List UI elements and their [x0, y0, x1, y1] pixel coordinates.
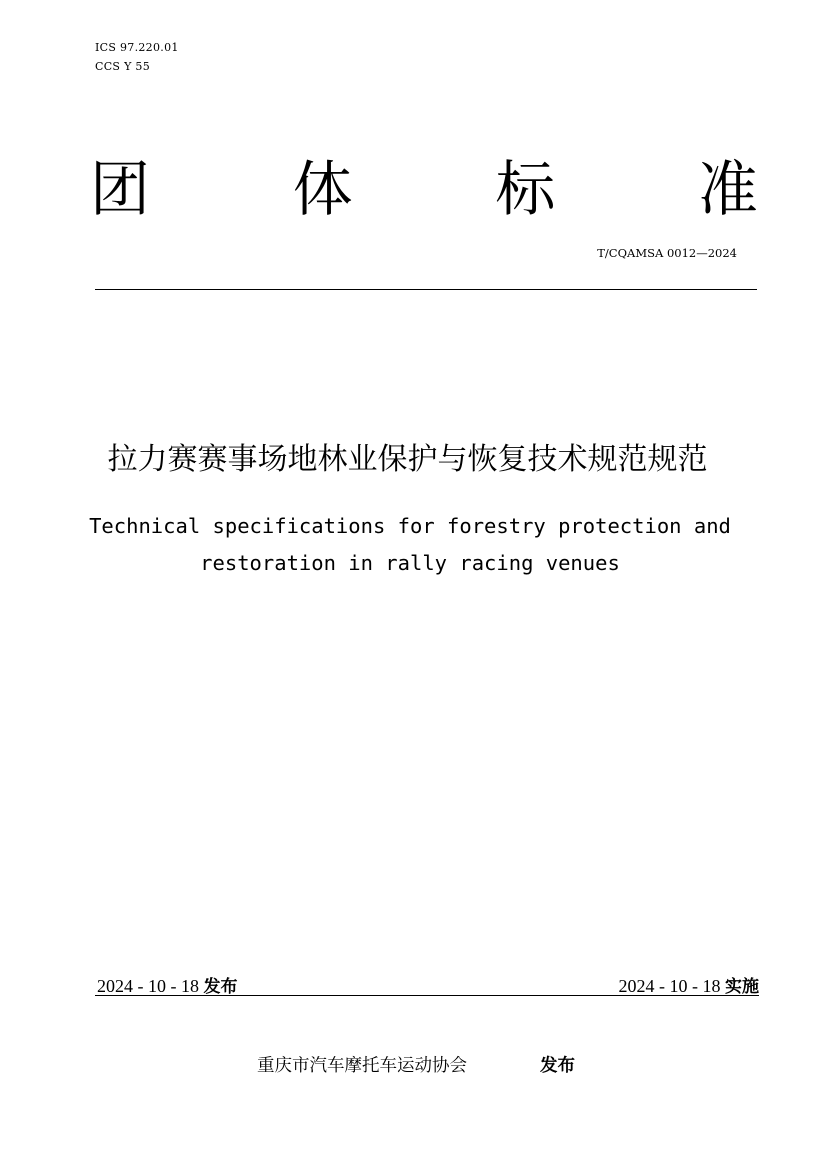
- release-date-block: [97, 972, 238, 997]
- release-date: 2024 - 10 - 18: [97, 976, 199, 996]
- standard-number: T/CQAMSA 0012—2024: [597, 246, 737, 260]
- publisher-name: 重庆市汽车摩托车运动协会: [257, 1056, 467, 1076]
- ccs-code: CCS Y 55: [95, 60, 151, 73]
- top-divider: [95, 289, 757, 290]
- implementation-date-block: [619, 972, 760, 997]
- bottom-divider: [95, 995, 759, 996]
- publish-label: 发布: [540, 1056, 575, 1076]
- implementation-label: 实施: [725, 977, 759, 997]
- implementation-date: 2024 - 10 - 18: [618, 976, 721, 996]
- heading-char-2: 体: [292, 155, 353, 225]
- release-label: 发布: [203, 977, 238, 997]
- english-title-line-2: restoration in rally racing venues: [200, 551, 620, 575]
- heading-char-1: 团: [90, 155, 150, 225]
- english-title: [60, 508, 760, 582]
- ics-code: ICS 97.220.01: [95, 41, 179, 54]
- chinese-title: 拉力赛赛事场地林业保护与恢复技术规范规范: [107, 442, 708, 477]
- english-title-line-1: Technical specifications for forestry protection and: [89, 514, 731, 538]
- group-standard-heading: [90, 150, 758, 230]
- heading-char-4: 准: [697, 155, 758, 225]
- classification-codes: [95, 38, 179, 76]
- heading-char-3: 标: [495, 155, 556, 225]
